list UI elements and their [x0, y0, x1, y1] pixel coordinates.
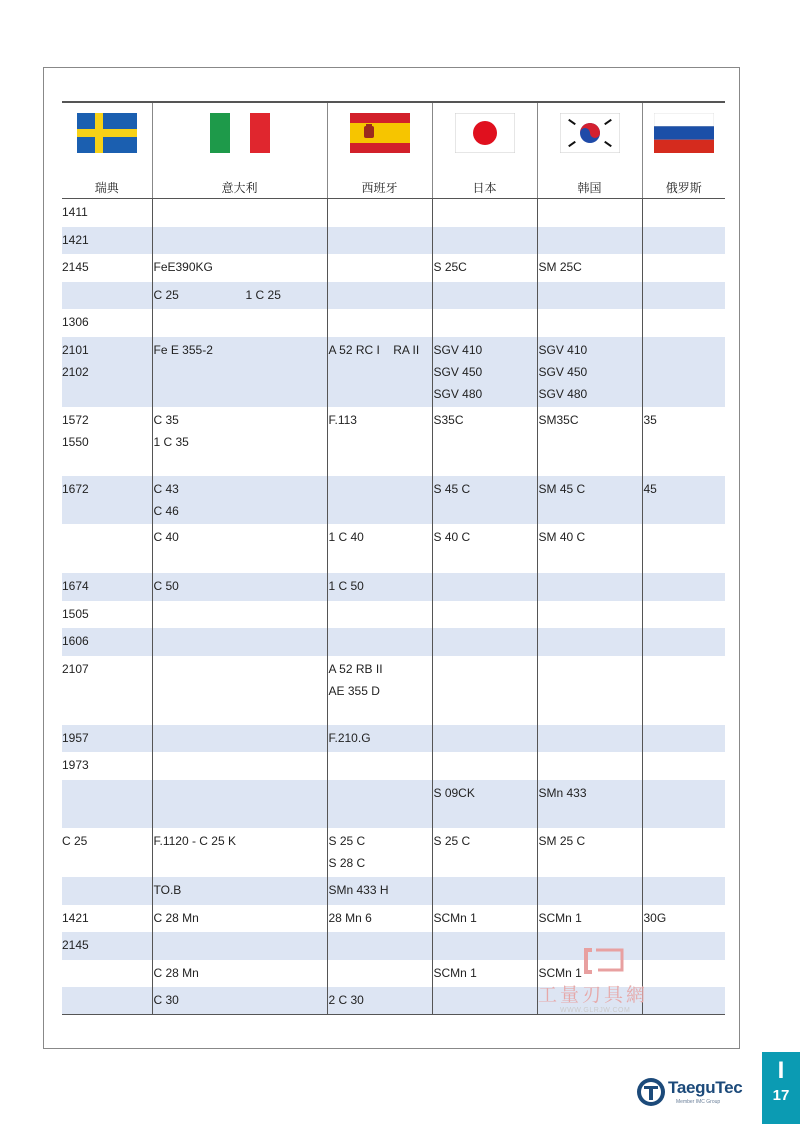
table-cell [152, 780, 327, 828]
table-row [62, 337, 725, 407]
table-cell [537, 199, 642, 227]
table-row [62, 752, 725, 780]
table-cell [642, 877, 725, 905]
table-cell [432, 573, 537, 601]
table-cell: S 09CK [432, 780, 537, 828]
table-cell: S 40 C [432, 524, 537, 573]
table-cell: S 25 C S 28 C [327, 828, 432, 877]
table-cell: A 52 RC I RA II [327, 337, 432, 407]
table-cell: SGV 410 SGV 450 SGV 480 [537, 337, 642, 407]
table-cell: Fe E 355-2 [152, 337, 327, 407]
table-cell: S35C [432, 407, 537, 476]
table-cell [327, 601, 432, 628]
table-cell: SM 25 C [537, 828, 642, 877]
table-cell [432, 725, 537, 752]
brand-name: TaeguTec [668, 1078, 743, 1097]
table-cell: 1421 [62, 227, 152, 254]
table-cell [537, 282, 642, 309]
table-cell [432, 752, 537, 780]
table-cell: C 30 [152, 987, 327, 1015]
table-row [62, 282, 725, 309]
table-cell [537, 601, 642, 628]
header-label: 西班牙 [361, 181, 398, 195]
table-cell: C 28 Mn [152, 905, 327, 932]
table-cell [327, 780, 432, 828]
table-cell [327, 628, 432, 656]
table-cell [432, 628, 537, 656]
table-cell: SM35C [537, 407, 642, 476]
table-cell [537, 227, 642, 254]
table-cell: 1505 [62, 606, 89, 621]
table-cell [537, 309, 642, 337]
table-row [62, 476, 725, 524]
table-cell [62, 987, 152, 1015]
table-cell [62, 282, 152, 309]
table-header-row [62, 102, 725, 199]
table-cell: 35 [642, 407, 725, 476]
table-cell [327, 254, 432, 282]
korea-flag-icon [560, 113, 620, 153]
table-row [62, 905, 725, 932]
table-cell: 1306 [62, 314, 89, 329]
table-cell [642, 780, 725, 828]
table-cell [537, 877, 642, 905]
table-cell [642, 601, 725, 628]
header-label: 意大利 [221, 181, 258, 195]
table-cell: SM 45 C [537, 476, 642, 524]
brand-tagline: Member IMC Group [676, 1099, 721, 1105]
table-cell: SM 25C [537, 254, 642, 282]
table-cell: SCMn 1 [537, 960, 642, 987]
table-cell [432, 987, 537, 1015]
table-cell [152, 628, 327, 656]
table-cell [537, 628, 642, 656]
table-cell: A 52 RB II AE 355 D [327, 656, 432, 725]
table-cell [432, 932, 537, 960]
table-cell [152, 227, 327, 254]
sweden-flag-icon [77, 113, 137, 153]
header-sweden [62, 102, 152, 199]
table-cell [537, 656, 642, 725]
table-cell: C 25 1 C 25 [152, 282, 327, 309]
table-cell: 1672 [62, 476, 152, 524]
table-cell: SCMn 1 [432, 905, 537, 932]
table-cell: C 35 1 C 35 [152, 407, 327, 476]
table-row [62, 573, 725, 601]
table-cell: 1421 [62, 910, 89, 925]
table-cell: F.1120 - C 25 K [152, 828, 327, 877]
table-cell [62, 524, 152, 573]
table-cell [432, 877, 537, 905]
table-cell: SMn 433 [537, 780, 642, 828]
table-cell: 1606 [62, 628, 152, 656]
table-cell [642, 282, 725, 309]
table-cell: SMn 433 H [327, 877, 432, 905]
table-row [62, 780, 725, 828]
table-cell [642, 199, 725, 227]
header-label: 俄罗斯 [665, 181, 702, 195]
header-label: 日本 [472, 181, 497, 195]
table-cell: F.113 [327, 407, 432, 476]
table-cell: SM 40 C [537, 524, 642, 573]
table-cell: 1 C 50 [327, 573, 432, 601]
table-cell [152, 656, 327, 725]
header-russia [642, 102, 725, 199]
table-cell [327, 932, 432, 960]
table-cell [642, 524, 725, 573]
table-cell: 1674 [62, 573, 152, 601]
table-cell: C 28 Mn [152, 960, 327, 987]
table-cell [642, 628, 725, 656]
table-row [62, 254, 725, 282]
table-cell [327, 960, 432, 987]
table-cell: 1957 [62, 725, 152, 752]
table-cell [327, 282, 432, 309]
table-row [62, 227, 725, 254]
table-cell [432, 282, 537, 309]
watermark-text: 工量刃具網 [538, 985, 649, 1006]
table-cell: 1572 1550 [62, 412, 89, 449]
table-cell [327, 752, 432, 780]
table-row [62, 877, 725, 905]
spain-flag-icon [350, 113, 410, 153]
table-cell [327, 227, 432, 254]
table-cell [152, 601, 327, 628]
table-cell [642, 309, 725, 337]
table-cell: FeE390KG [152, 254, 327, 282]
table-row [62, 628, 725, 656]
table-row [62, 601, 725, 628]
italy-flag-icon [210, 113, 270, 153]
table-cell: TO.B [152, 877, 327, 905]
table-cell [642, 573, 725, 601]
header-korea [537, 102, 642, 199]
table-cell [327, 309, 432, 337]
russia-flag-icon [654, 113, 714, 153]
table-row [62, 524, 725, 573]
table-cell [537, 573, 642, 601]
table-row [62, 656, 725, 725]
japan-flag-icon [455, 113, 515, 153]
table-cell [327, 199, 432, 227]
table-cell: 1 C 40 [327, 524, 432, 573]
table-cell: C 43 C 46 [152, 476, 327, 524]
page-number: 17 [772, 1087, 790, 1104]
table-cell [62, 780, 152, 828]
table-cell: 1973 [62, 757, 89, 772]
watermark-url: WWW.GLRJW.COM [560, 1007, 631, 1014]
table-cell: 2101 2102 [62, 337, 152, 407]
table-cell: C 50 [152, 573, 327, 601]
table-cell [642, 752, 725, 780]
table-row [62, 309, 725, 337]
table-cell: 45 [642, 476, 725, 524]
table-cell: F.210.G [327, 725, 432, 752]
table-cell: S 25 C [432, 828, 537, 877]
table-cell: C 40 [152, 524, 327, 573]
table-cell [642, 227, 725, 254]
table-cell [432, 309, 537, 337]
table-row [62, 725, 725, 752]
table-cell [432, 199, 537, 227]
table-cell [432, 656, 537, 725]
table-cell [432, 601, 537, 628]
material-comparison-table [62, 101, 725, 1015]
table-cell [152, 932, 327, 960]
table-row [62, 199, 725, 227]
table-cell [642, 337, 725, 407]
table-cell [327, 476, 432, 524]
section-letter: I [777, 1057, 785, 1084]
table-cell: S 45 C [432, 476, 537, 524]
table-cell: S 25C [432, 254, 537, 282]
table-cell: SCMn 1 [537, 905, 642, 932]
table-cell [152, 309, 327, 337]
table-body [62, 199, 725, 1015]
table-row [62, 407, 725, 476]
table-cell [152, 725, 327, 752]
header-italy [152, 102, 327, 199]
table-cell [152, 752, 327, 780]
table-cell [62, 877, 152, 905]
page-tab [762, 1052, 800, 1124]
header-japan [432, 102, 537, 199]
table-cell: 2145 [62, 932, 152, 960]
table-cell: SGV 410 SGV 450 SGV 480 [432, 337, 537, 407]
table-cell [537, 725, 642, 752]
table-cell: 2145 [62, 259, 89, 274]
header-label: 瑞典 [94, 181, 119, 195]
table-cell [642, 656, 725, 725]
table-cell [537, 752, 642, 780]
table-cell [642, 254, 725, 282]
table-cell: 2 C 30 [327, 987, 432, 1015]
table-cell [432, 227, 537, 254]
table-cell: 30G [642, 905, 725, 932]
table-cell [152, 199, 327, 227]
table-cell: 2107 [62, 661, 89, 676]
table-row [62, 828, 725, 877]
table-cell [62, 960, 152, 987]
table-cell: SCMn 1 [432, 960, 537, 987]
table-cell: C 25 [62, 833, 88, 848]
table-cell [642, 725, 725, 752]
header-spain [327, 102, 432, 199]
header-label: 韩国 [577, 181, 602, 195]
table-cell: 1411 [62, 205, 88, 219]
table-cell: 28 Mn 6 [327, 905, 432, 932]
table-cell [642, 828, 725, 877]
